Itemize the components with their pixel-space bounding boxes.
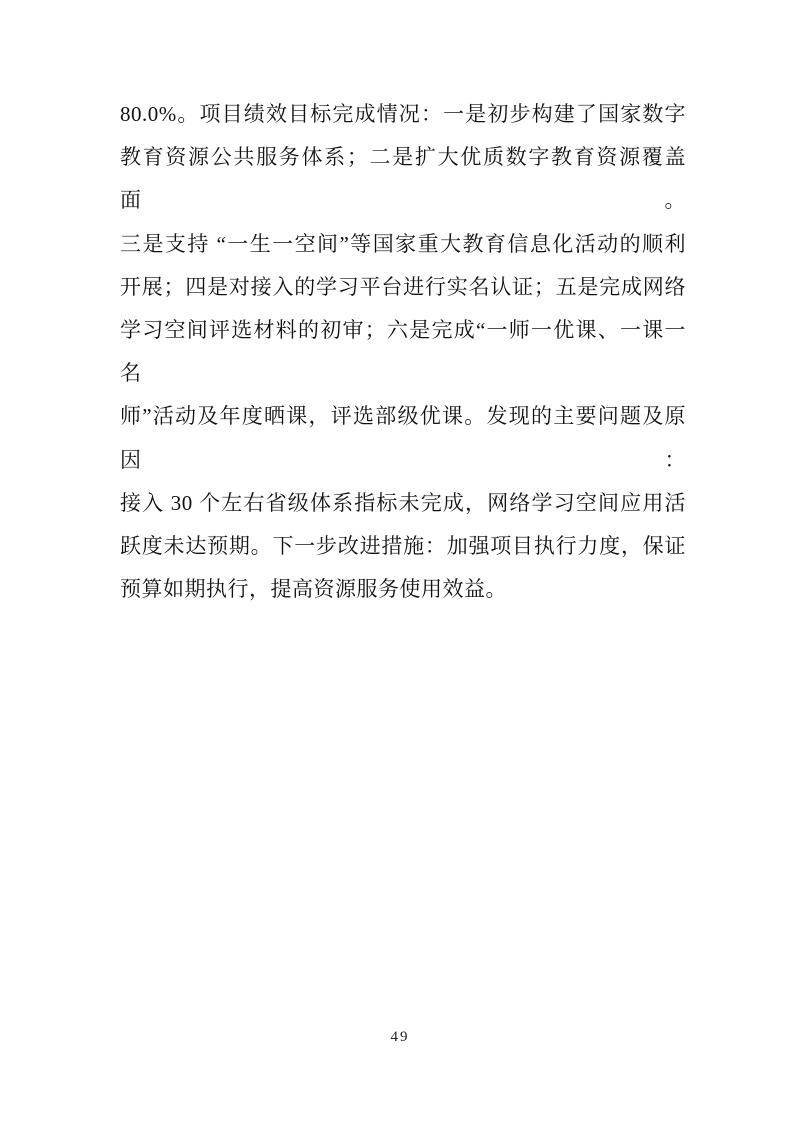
paragraph-line: 80.0%。项目绩效目标完成情况：一是初步构建了国家数字 (120, 102, 686, 126)
paragraph-line: 师”活动及年度晒课，评选部级优课。发现的主要问题及原因： (120, 404, 686, 472)
paragraph-block (120, 93, 686, 611)
paragraph-line: 教育资源公共服务体系；二是扩大优质数字教育资源覆盖面。 (120, 145, 686, 213)
paragraph-line: 三是支持 “一生一空间”等国家重大教育信息化活动的顺利 (120, 231, 686, 256)
paragraph-line: 学习空间评选材料的初审；六是完成“一师一优课、一课一名 (120, 318, 686, 386)
paragraph-line: 预算如期执行，提高资源服务使用效益。 (120, 577, 507, 602)
paragraph-line: 接入 30 个左右省级体系指标未完成，网络学习空间应用活 (120, 490, 686, 515)
paragraph-line: 跃度未达预期。下一步改进措施：加强项目执行力度，保证 (120, 534, 686, 559)
paragraph-line: 开展；四是对接入的学习平台进行实名认证；五是完成网络 (120, 274, 686, 299)
page-number: 49 (390, 1029, 410, 1045)
page-footer (0, 1028, 800, 1046)
